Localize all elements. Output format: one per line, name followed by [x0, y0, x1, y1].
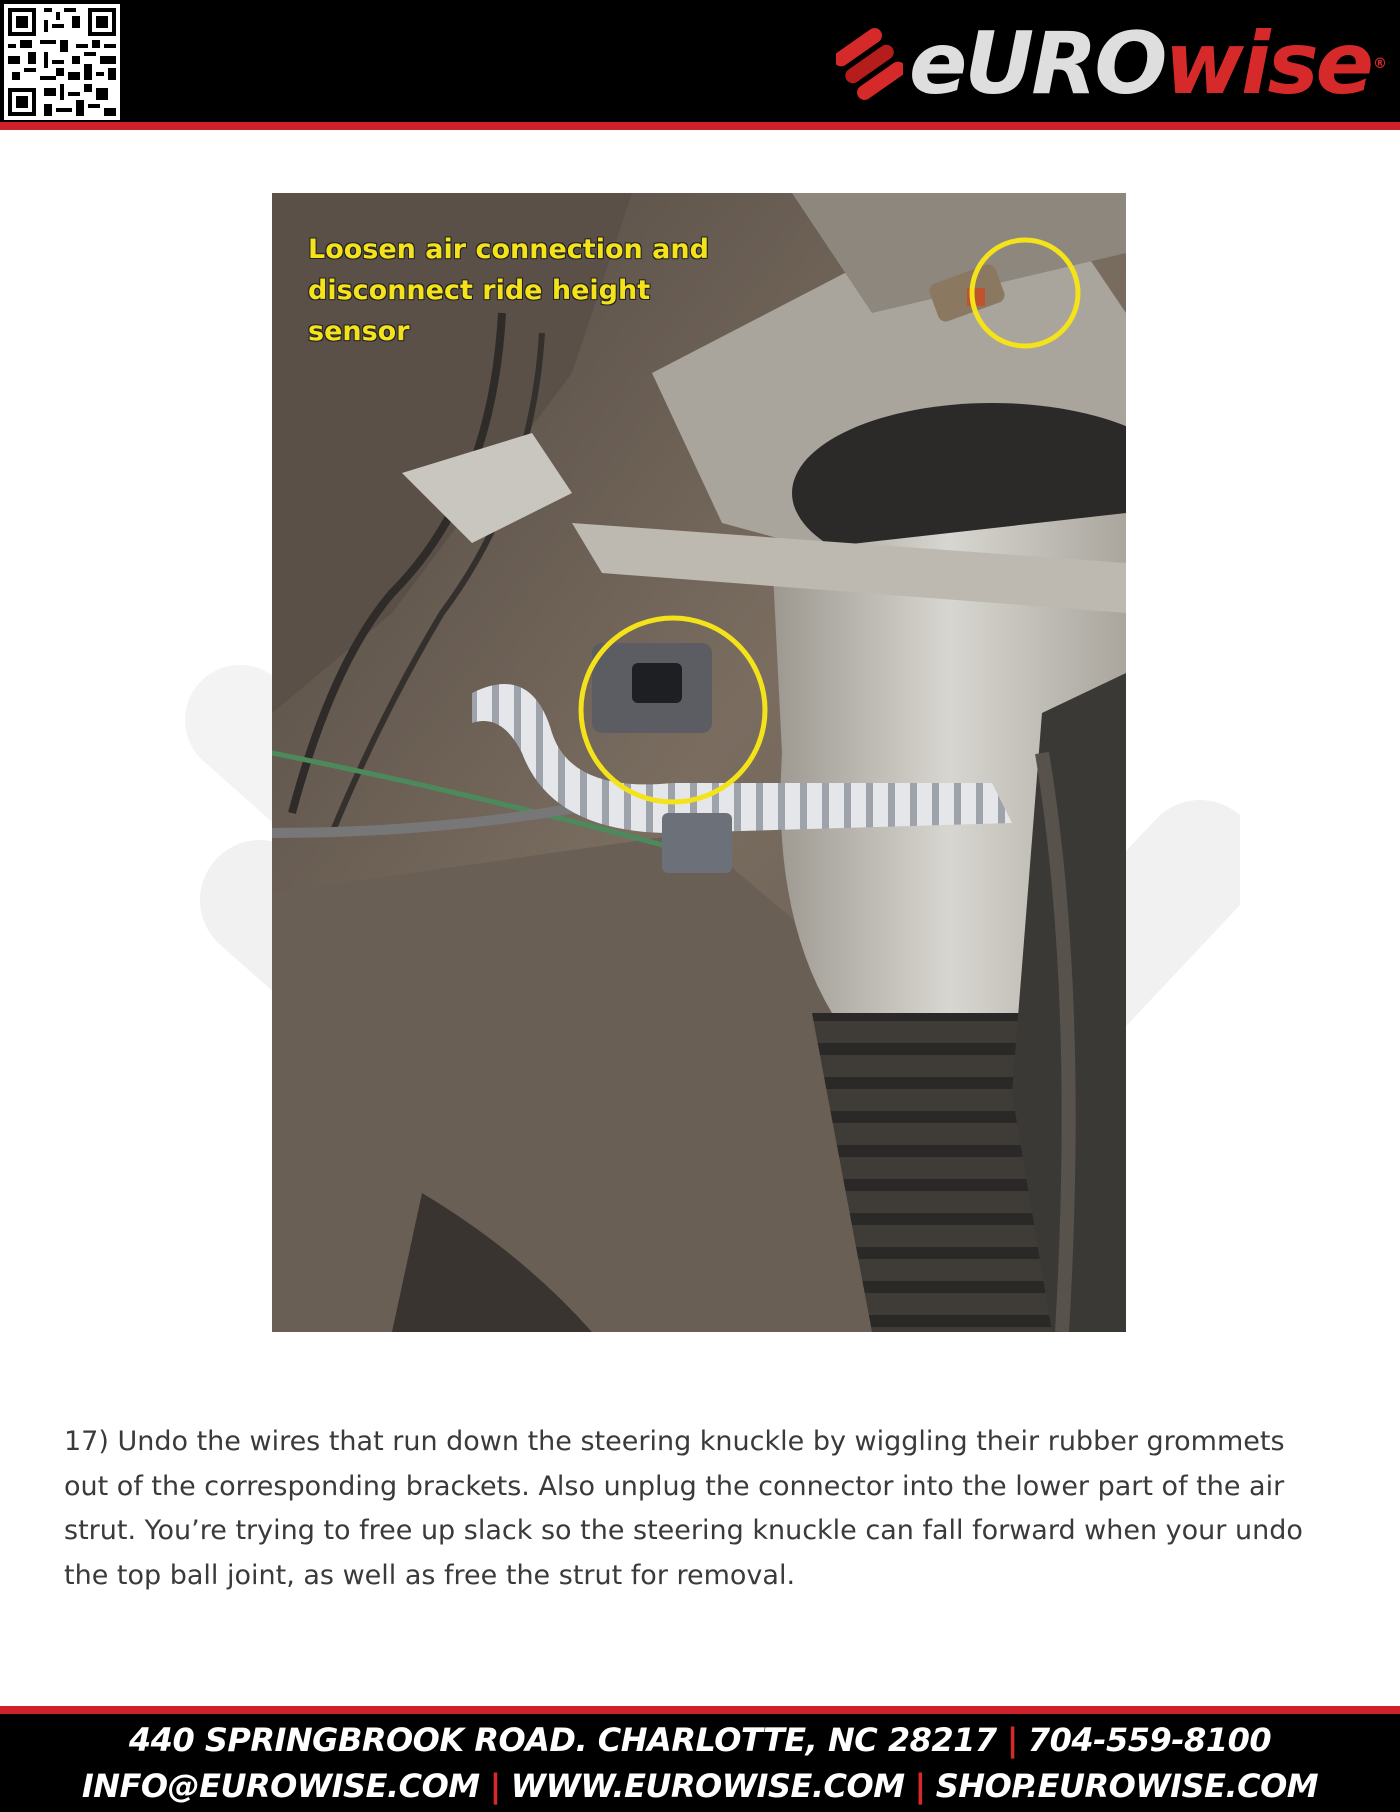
footer-email[interactable]: INFO@EUROWISE.COM: [81, 1767, 480, 1805]
footer-web-line: [0, 1763, 1400, 1809]
header-red-stripe: [0, 122, 1400, 130]
footer-website[interactable]: WWW.EUROWISE.COM: [510, 1767, 905, 1805]
step-17-text: 17) Undo the wires that run down the steering knuckle by wiggling their rubber grommets out of the corresponding brackets. Also unplug the connector into the lower part of the air strut. You’re trying to free up slack so the steering knuckle can fall forward when your undo the top ball joint, as well as free the strut for removal.: [64, 1426, 1303, 1591]
suspension-photo: [272, 193, 1126, 1332]
footer-phone[interactable]: 704-559-8100: [1027, 1721, 1272, 1759]
footer-separator: |: [1006, 1721, 1018, 1759]
page-footer: [0, 1714, 1400, 1812]
eurowise-emblem-icon: [836, 24, 903, 104]
photo-caption: Loosen air connection and disconnect ride height sensor: [308, 234, 709, 347]
footer-red-stripe: [0, 1706, 1400, 1714]
footer-address: 440 SPRINGBROOK ROAD. CHARLOTTE, NC 28217: [128, 1721, 997, 1759]
eurowise-logo[interactable]: [836, 14, 1384, 114]
footer-separator: |: [914, 1767, 926, 1805]
qr-code-icon[interactable]: [4, 4, 120, 120]
page-header: [0, 0, 1400, 122]
footer-separator: |: [489, 1767, 501, 1805]
footer-contact-line: [0, 1714, 1400, 1763]
footer-shop[interactable]: SHOP.EUROWISE.COM: [935, 1767, 1319, 1805]
logo-wordmark: eUROwise ®: [909, 14, 1384, 114]
